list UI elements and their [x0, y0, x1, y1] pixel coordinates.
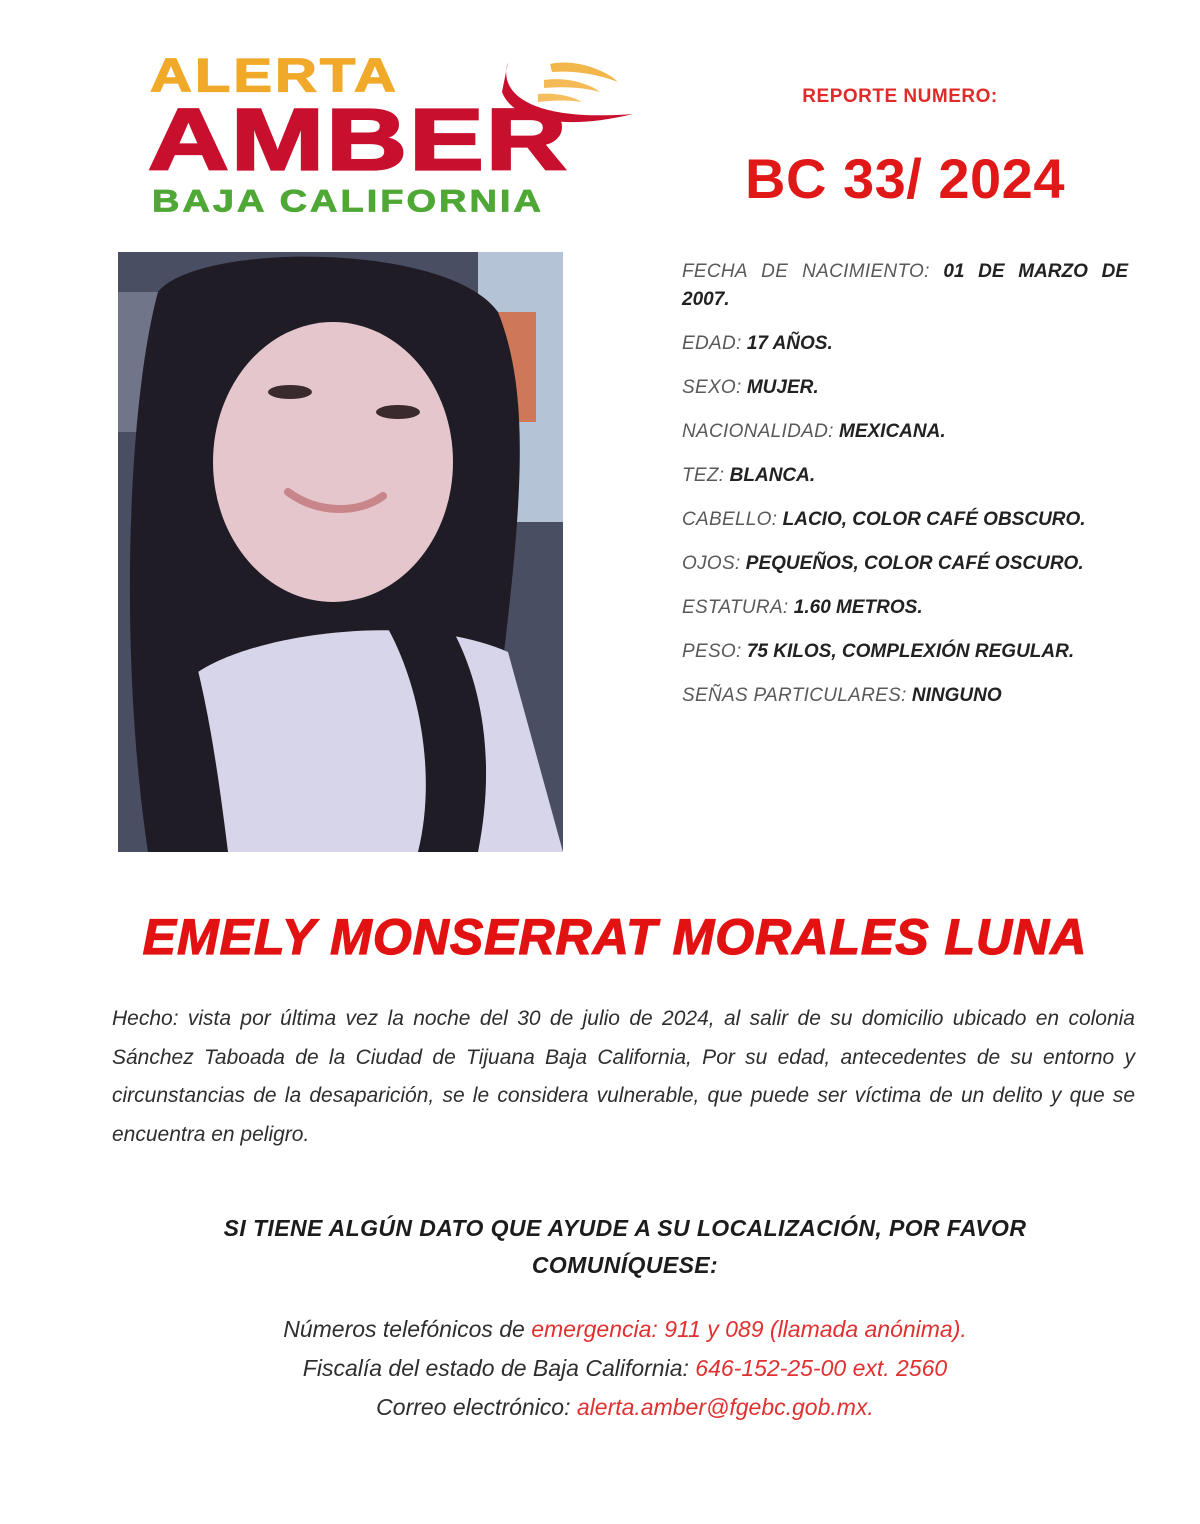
- missing-person-photo: [118, 252, 563, 852]
- cta-line-2: COMUNÍQUESE:: [531, 1252, 719, 1278]
- call-to-action: [110, 1210, 1140, 1284]
- report-number-label: REPORTE NUMERO:: [802, 86, 998, 107]
- detail-fecha-nacimiento: FECHA DE NACIMIENTO: 01 DE MARZO DE 2007.: [682, 261, 1128, 310]
- logo-alerta-text: ALERTA: [150, 48, 399, 103]
- detail-cabello: CABELLO: LACIO, COLOR CAFÉ OBSCURO.: [682, 509, 1086, 530]
- missing-person-name: EMELY MONSERRAT MORALES LUNA: [142, 909, 1088, 965]
- logo-amber-text: AMBER: [148, 90, 569, 189]
- cta-line-1: SI TIENE ALGÚN DATO QUE AYUDE A SU LOCALIZACIÓN, POR FAVOR: [223, 1215, 1027, 1241]
- detail-edad: EDAD: 17 AÑOS.: [682, 333, 833, 354]
- detail-nacionalidad: NACIONALIDAD: MEXICANA.: [682, 421, 946, 442]
- alerta-amber-logo: [148, 48, 628, 224]
- fiscalia-phone-number[interactable]: 646-152-25-00 ext. 2560: [695, 1355, 948, 1381]
- incident-narrative: Hecho: vista por última vez la noche del 30 de julio de 2024, al salir de su domicilio ubicado en colonia Sánchez Taboada de la Ciudad de Tijuana Baja California, Por su edad, antecedentes de su entorno y circunstancias de la desaparición, se le considera vulnerable, que puede ser víctima de un delito y que se encuentra en peligro.: [112, 1007, 1135, 1146]
- detail-ojos: OJOS: PEQUEÑOS, COLOR CAFÉ OSCURO.: [682, 553, 1084, 574]
- emergency-numbers[interactable]: emergencia: 911 y 089 (llamada anónima).: [531, 1316, 967, 1342]
- logo-baja-california-text: BAJA CALIFORNIA: [152, 184, 544, 219]
- detail-estatura: ESTATURA: 1.60 METROS.: [682, 597, 923, 618]
- detail-sexo: SEXO: MUJER.: [682, 377, 819, 398]
- detail-tez: TEZ: BLANCA.: [682, 465, 816, 486]
- email-link[interactable]: alerta.amber@fgebc.gob.mx.: [576, 1394, 874, 1420]
- report-number: BC 33/ 2024: [745, 147, 1065, 210]
- contact-info: [120, 1310, 1130, 1427]
- portrait-placeholder-icon: [118, 252, 563, 852]
- contact-email: Correo electrónico: alerta.amber@fgebc.gob.mx.: [376, 1394, 874, 1420]
- detail-peso: PESO: 75 KILOS, COMPLEXIÓN REGULAR.: [682, 641, 1075, 662]
- contact-fiscalia-phone: Fiscalía del estado de Baja California: 646-152-25-00 ext. 2560: [302, 1355, 948, 1381]
- detail-senas-particulares: SEÑAS PARTICULARES: NINGUNO: [682, 685, 1002, 706]
- contact-emergency-phones: Números telefónicos de emergencia: 911 y 089 (llamada anónima).: [283, 1316, 967, 1342]
- physical-details-list: [682, 258, 1128, 726]
